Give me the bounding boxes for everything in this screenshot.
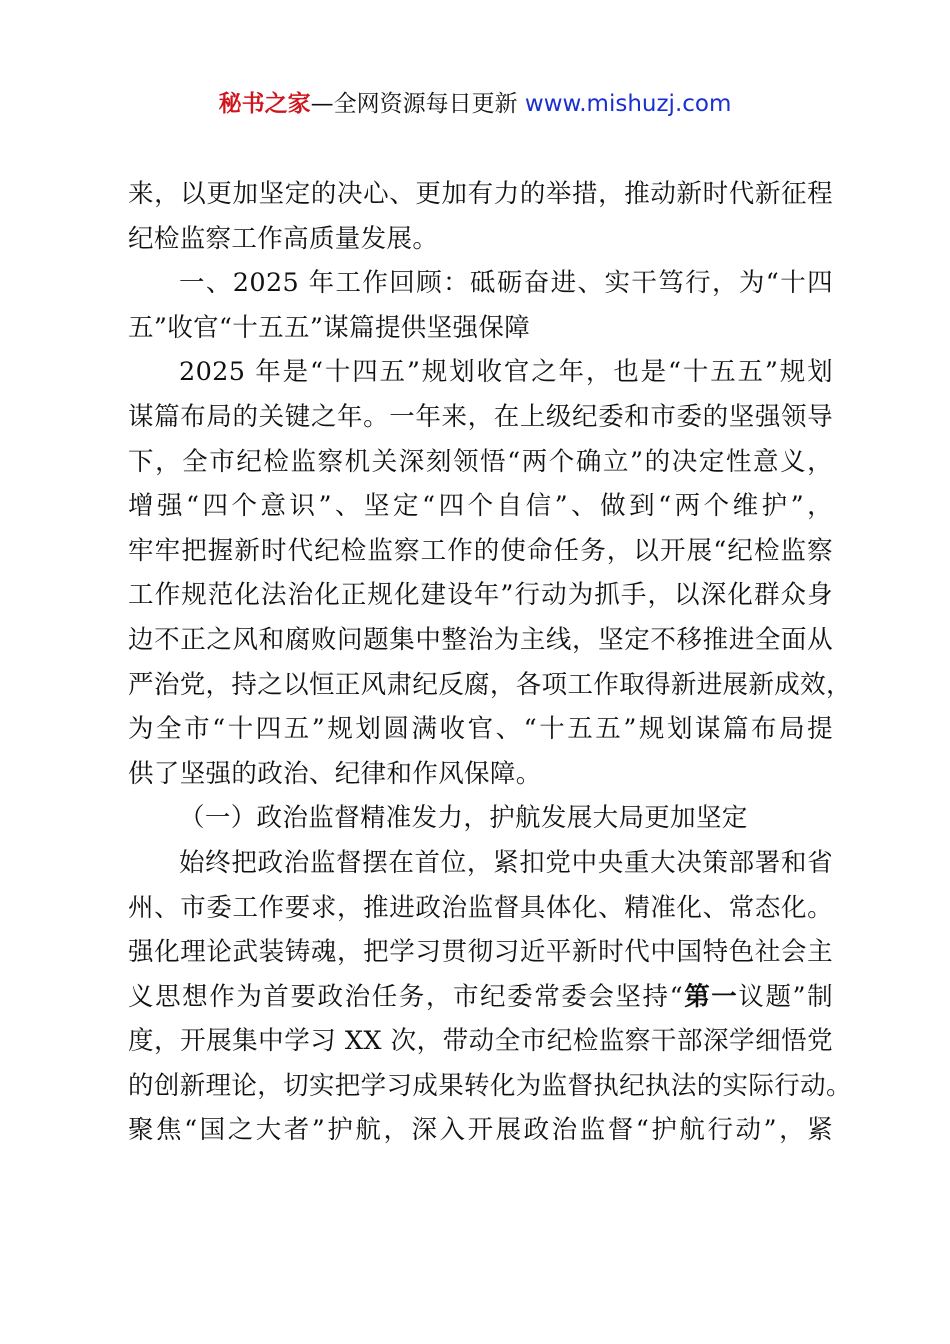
bold-text-segment: 第一 xyxy=(682,981,739,1012)
body-text-segment: 议题”制 xyxy=(738,981,834,1012)
body-line: 2025 年是“十四五”规划收官之年，也是“十五五”规划 xyxy=(179,357,833,388)
body-line: 工作规范化法治化正规化建设年”行动为抓手，以深化群众身 xyxy=(128,580,833,611)
subsection-heading-line: （一）政治监督精准发力，护航发展大局更加坚定 xyxy=(179,803,748,834)
body-line: 严治党，持之以恒正风肃纪反腐，各项工作取得新进展新成效， xyxy=(128,669,852,700)
body-text-segment: 义思想作为首要政治任务，市纪委常委会坚持“ xyxy=(128,981,683,1012)
page-header xyxy=(0,86,950,122)
body-line: 增强“四个意识”、坚定“四个自信”、做到“两个维护”， xyxy=(128,491,833,522)
body-line-with-bold xyxy=(128,975,833,1020)
body-line: 供了坚强的政治、纪律和作风保障。 xyxy=(128,758,542,789)
body-line: 边不正之风和腐败问题集中整治为主线，坚定不移推进全面从 xyxy=(128,624,833,655)
body-line: 下，全市纪检监察机关深刻领悟“两个确立”的决定性意义， xyxy=(128,446,833,477)
body-line: 牢牢把握新时代纪检监察工作的使命任务，以开展“纪检监察 xyxy=(128,535,833,566)
body-line: 谋篇布局的关键之年。一年来，在上级纪委和市委的坚强领导 xyxy=(128,401,833,432)
body-line: 纪检监察工作高质量发展。 xyxy=(128,223,439,254)
body-line: 来，以更加坚定的决心、更加有力的举措，推动新时代新征程 xyxy=(128,179,833,209)
header-brand: 秘书之家 xyxy=(218,91,311,117)
body-line: 为全市“十四五”规划圆满收官、“十五五”规划谋篇布局提 xyxy=(128,714,833,745)
body-line: 聚焦“国之大者”护航，深入开展政治监督“护航行动”，紧 xyxy=(128,1115,833,1146)
section-heading-line: 五”收官“十五五”谋篇提供坚强保障 xyxy=(128,312,531,343)
document-body xyxy=(128,172,852,1153)
header-url-link[interactable]: www.mishuzj.com xyxy=(524,91,732,117)
header-tagline: —全网资源每日更新 xyxy=(310,91,518,117)
body-line: 度，开展集中学习 XX 次，带动全市纪检监察干部深学细悟党 xyxy=(128,1026,833,1057)
section-heading-line: 一、2025 年工作回顾：砥砺奋进、实干笃行，为“十四 xyxy=(179,268,833,299)
body-line: 始终把政治监督摆在首位，紧扣党中央重大决策部署和省 xyxy=(179,847,833,878)
body-line: 强化理论武装铸魂，把学习贯彻习近平新时代中国特色社会主 xyxy=(128,937,833,968)
body-line: 的创新理论，切实把学习成果转化为监督执纪执法的实际行动。 xyxy=(128,1070,852,1101)
body-line: 州、市委工作要求，推进政治监督具体化、精准化、常态化。 xyxy=(128,892,833,923)
